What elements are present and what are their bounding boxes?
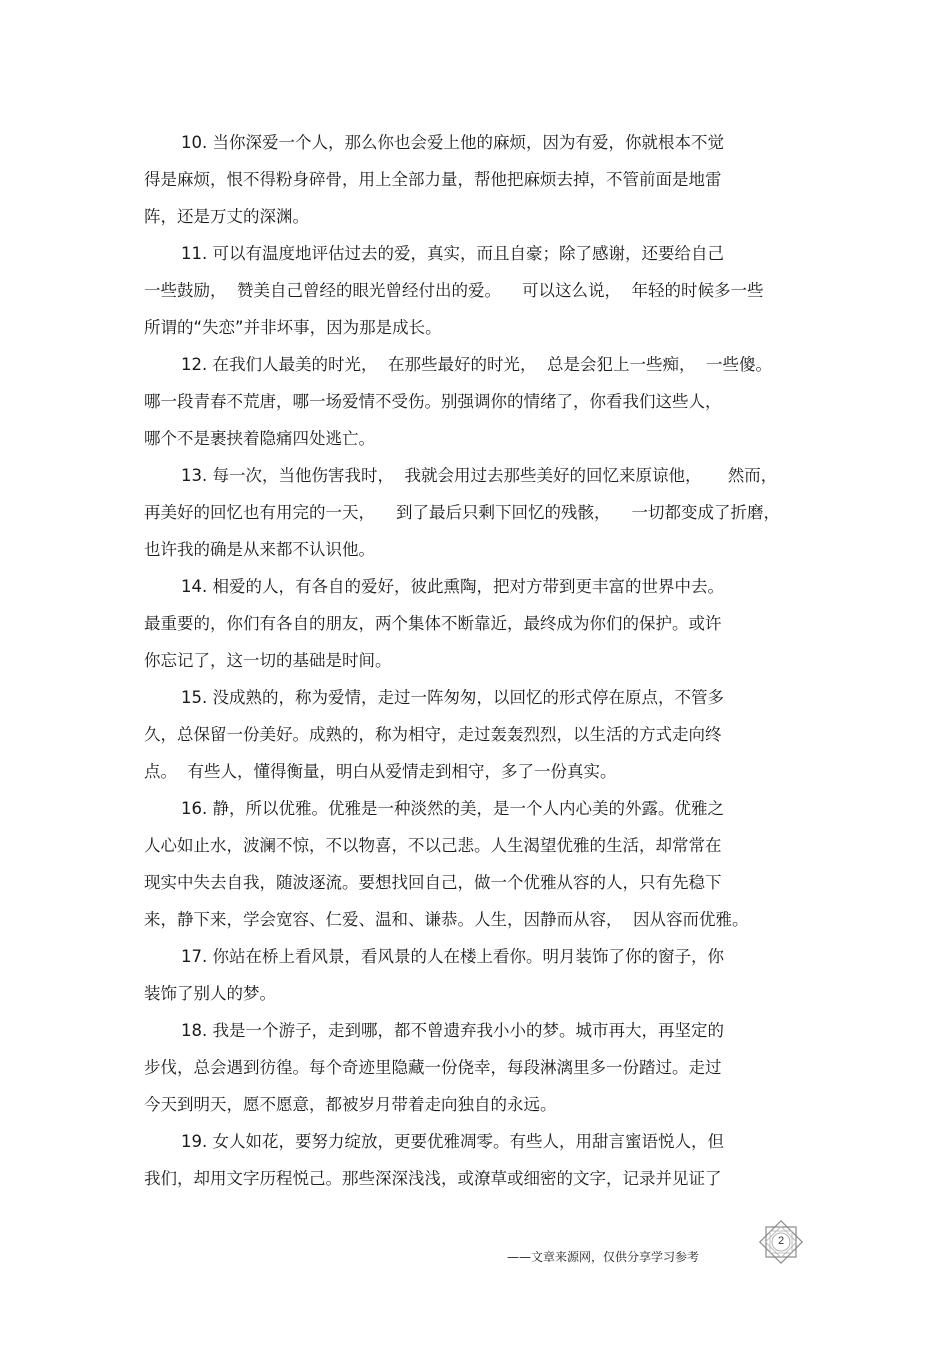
paragraph-17 bbox=[144, 938, 804, 1012]
text-line: 得是麻烦，恨不得粉身碎骨，用上全部力量，帮他把麻烦去掉，不管前面是地雷 bbox=[144, 170, 722, 189]
text-line: 18. 我是一个游子，走到哪，都不曾遗弃我小小的梦。城市再大，再坚定的 bbox=[181, 1021, 724, 1040]
text-line: 你忘记了，这一切的基础是时间。 bbox=[144, 651, 392, 670]
text-line: 11. 可以有温度地评估过去的爱，真实，而且自豪；除了感谢，还要给自己 bbox=[181, 244, 724, 263]
text-line: 12. 在我们人最美的时光， 在那些最好的时光， 总是会犯上一些痴， 一些傻。 bbox=[181, 355, 772, 374]
text-line: 10. 当你深爱一个人，那么你也会爱上他的麻烦，因为有爱，你就根本不觉 bbox=[181, 133, 724, 152]
paragraph-10 bbox=[144, 124, 804, 235]
paragraph-18 bbox=[144, 1012, 804, 1123]
text-line: 人心如止水，波澜不惊，不以物喜，不以己悲。人生渴望优雅的生活，却常常在 bbox=[144, 836, 722, 855]
text-line: 点。 有些人，懂得衡量，明白从爱情走到相守，多了一份真实。 bbox=[144, 762, 617, 781]
text-line: 我们，却用文字历程悦己。那些深深浅浅，或潦草或细密的文字，记录并见证了 bbox=[144, 1169, 722, 1188]
text-line: 17. 你站在桥上看风景，看风景的人在楼上看你。明月装饰了你的窗子，你 bbox=[181, 947, 724, 966]
text-line: 现实中失去自我，随波逐流。要想找回自己，做一个优雅从容的人，只有先稳下 bbox=[144, 873, 722, 892]
text-line: 最重要的，你们有各自的朋友，两个集体不断靠近，最终成为你们的保护。或许 bbox=[144, 614, 722, 633]
paragraph-16 bbox=[144, 790, 804, 938]
text-line: 装饰了别人的梦。 bbox=[144, 984, 276, 1003]
text-line: 来，静下来，学会宽容、仁爱、温和、谦恭。人生，因静而从容， 因从容而优雅。 bbox=[144, 910, 749, 929]
paragraph-11 bbox=[144, 235, 804, 346]
paragraph-19 bbox=[144, 1123, 804, 1197]
text-line: 14. 相爱的人，有各自的爱好，彼此熏陶，把对方带到更丰富的世界中去。 bbox=[181, 577, 724, 596]
text-line: 步伐，总会遇到彷徨。每个奇迹里隐藏一份侥幸，每段淋漓里多一份踏过。走过 bbox=[144, 1058, 722, 1077]
text-line: 15. 没成熟的，称为爱情，走过一阵匆匆，以回忆的形式停在原点，不管多 bbox=[181, 688, 724, 707]
text-line: 今天到明天，愿不愿意，都被岁月带着走向独自的永远。 bbox=[144, 1095, 557, 1114]
text-line: 哪个不是裹挟着隐痛四处逃亡。 bbox=[144, 429, 375, 448]
text-line: 久，总保留一份美好。成熟的，称为相守，走过轰轰烈烈，以生活的方式走向终 bbox=[144, 725, 722, 744]
text-line: 阵，还是万丈的深渊。 bbox=[144, 207, 309, 226]
text-line: 哪一段青春不荒唐，哪一场爱情不受伤。别强调你的情绪了，你看我们这些人， bbox=[144, 392, 722, 411]
article-body bbox=[144, 124, 804, 1197]
text-line: 16. 静，所以优雅。优雅是一种淡然的美，是一个人内心美的外露。优雅之 bbox=[181, 799, 724, 818]
text-line: 也许我的确是从来都不认识他。 bbox=[144, 540, 375, 559]
text-line: 一些鼓励， 赞美自己曾经的眼光曾经付出的爱。 可以这么说， 年轻的时候多一些 bbox=[144, 281, 764, 300]
page-number: 2 bbox=[777, 1235, 785, 1247]
footer-source-note: ——文章来源网，仅供分享学习参考 bbox=[507, 1250, 700, 1264]
text-line: 再美好的回忆也有用完的一天， 到了最后只剩下回忆的残骸， 一切都变成了折磨， bbox=[144, 503, 780, 522]
paragraph-14 bbox=[144, 568, 804, 679]
page-number-badge bbox=[756, 1217, 806, 1267]
paragraph-15 bbox=[144, 679, 804, 790]
text-line: 所谓的“失恋”并非坏事，因为那是成长。 bbox=[144, 318, 442, 337]
text-line: 19. 女人如花，要努力绽放，更要优雅凋零。有些人，用甜言蜜语悦人，但 bbox=[181, 1132, 724, 1151]
paragraph-13 bbox=[144, 457, 804, 568]
text-line: 13. 每一次，当他伤害我时， 我就会用过去那些美好的回忆来原谅他， 然而， bbox=[181, 466, 778, 485]
paragraph-12 bbox=[144, 346, 804, 457]
